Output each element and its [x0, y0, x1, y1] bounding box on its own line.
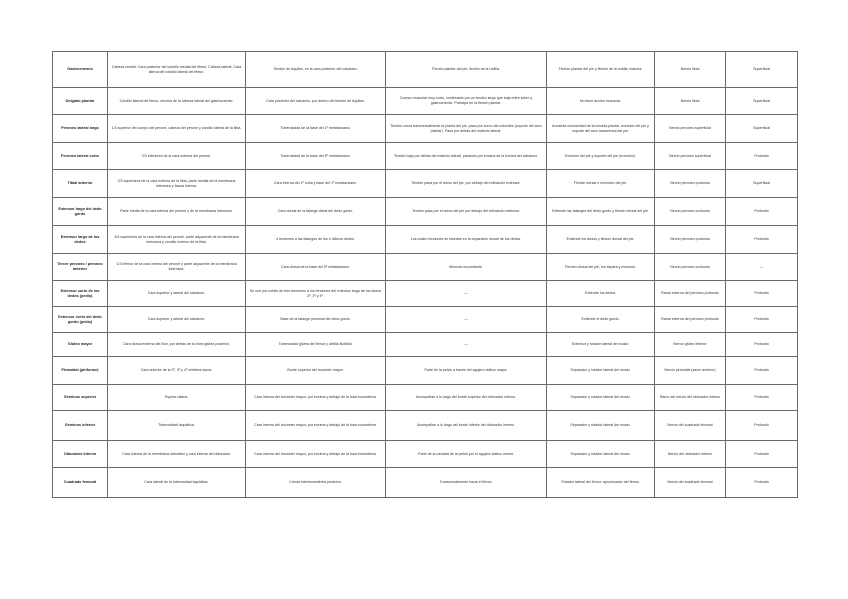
insertion-cell: Cara dorsal de la base del 5º metatarsiano. — [246, 254, 386, 281]
nerve-cell: Nervio del obturador interno — [655, 441, 726, 468]
nerve-cell: Nervio peroneo superficial — [655, 143, 726, 170]
layer-cell: — — [726, 254, 798, 281]
muscle-name: Tercer peroneo / peroneo anterior — [53, 254, 108, 281]
action-cell: Tendón baja por detrás del maléolo lateral, pasando por encima de la tróclea del calcáneo. — [386, 143, 547, 170]
table-row — [53, 281, 798, 307]
table-row — [53, 143, 798, 170]
nerve-cell: Nervio peroneo superficial — [655, 115, 726, 143]
origin-cell: Cabeza medial: Cara posterior del cóndilo medial del fémur. Cabeza lateral: Cara lateral del cóndilo lateral del fémur. — [108, 52, 246, 88]
function-cell: Flexión dorsal e inversión del pie. — [547, 170, 655, 198]
muscle-name: Delgado plantar — [53, 88, 108, 115]
table-row — [53, 88, 798, 115]
nerve-cell: Ramo del nervio del obturador interno — [655, 385, 726, 411]
insertion-cell: Cara interna del trocánter mayor, por encima y debajo de la fosa trocantérea. — [246, 385, 386, 411]
layer-cell: Profundo — [726, 468, 798, 498]
origin-cell: Cara superior y lateral del calcáneo. — [108, 281, 246, 307]
action-cell: Parte de la pelvis a través del agujero ciático mayor. — [386, 357, 547, 385]
function-cell: Separador y rotador lateral del muslo. — [547, 441, 655, 468]
function-cell: Flexión dorsal del pie, los separa y eversión. — [547, 254, 655, 281]
layer-cell: Superficial — [726, 170, 798, 198]
nerve-cell: Nervio peroneo profundo — [655, 198, 726, 226]
function-cell: Separador y rotador lateral del muslo. — [547, 411, 655, 441]
table-row — [53, 411, 798, 441]
function-cell: No tiene acción muscular. — [547, 88, 655, 115]
layer-cell: Profundo — [726, 357, 798, 385]
function-cell: Flexión plantar del pie y flexión de la rodilla; marcha. — [547, 52, 655, 88]
table-row — [53, 254, 798, 281]
nerve-cell: Nervio tibial — [655, 88, 726, 115]
origin-cell: 1/3 superior del cuerpo del peroné, cabeza del peroné y cóndilo lateral de la tibia. — [108, 115, 246, 143]
layer-cell: Superficial — [726, 115, 798, 143]
origin-cell: Parte media de la cara interna del peroné y de la membrana interósea. — [108, 198, 246, 226]
layer-cell: Profundo — [726, 307, 798, 333]
action-cell: Flexión plantar del pie; flexión de la rodilla. — [386, 52, 547, 88]
function-cell: Extiende las falanges del dedo gordo y flexión dorsal del pie. — [547, 198, 655, 226]
action-cell: Acompañan a lo largo del borde superior del obturador interno. — [386, 385, 547, 411]
nerve-cell: Nervio peroneo profundo — [655, 170, 726, 198]
insertion-cell: Cara dorsal de la falange distal del dedo gordo. — [246, 198, 386, 226]
insertion-cell: Cara interna del trocánter mayor, por encima y debajo de la fosa trocantérea. — [246, 441, 386, 468]
nerve-cell: Nervio peroneo profundo — [655, 254, 726, 281]
insertion-cell: Tuberosidad glútea del fémur y cintilla iliotibial. — [246, 333, 386, 357]
insertion-cell: Cara interna del 1º cuña y base del 1º metatarsiano. — [246, 170, 386, 198]
function-cell: Separador y rotador lateral del muslo. — [547, 357, 655, 385]
function-cell: Rotador lateral del fémur; aproximador del fémur. — [547, 468, 655, 498]
action-cell: — — [386, 333, 547, 357]
layer-cell: Profundo — [726, 226, 798, 254]
table-row — [53, 357, 798, 385]
insertion-cell: Cara interna del trocánter mayor, por encima y debajo de la fosa trocantérea. — [246, 411, 386, 441]
layer-cell: Profundo — [726, 143, 798, 170]
layer-cell: Superficial — [726, 88, 798, 115]
insertion-cell: Tuberosidad de la base del 1º metatarsiano. — [246, 115, 386, 143]
insertion-cell: Se une por medio de tres tendones a los tendones del extensor largo de los dedos 2º, 3º y 4º. — [246, 281, 386, 307]
function-cell: Extiende el dedo gordo. — [547, 307, 655, 333]
muscle-name: Extensor largo de los dedos — [53, 226, 108, 254]
action-cell: Músculo inconstante. — [386, 254, 547, 281]
origin-cell: Cara interna de la membrana obturatriz y cara interna del obturador. — [108, 441, 246, 468]
action-cell: Tendón pasa por el dorso del pie, por debajo del retináculo extensor. — [386, 170, 547, 198]
layer-cell: Superficial — [726, 52, 798, 88]
insertion-cell: Cara posterior del calcáneo, por dentro del tendón de Aquiles. — [246, 88, 386, 115]
action-cell: Cuerpo muscular muy corto, continuado por un tendón largo que baja entre sóleo y gastrocnemio. Participa en la flexión plantar. — [386, 88, 547, 115]
layer-cell: Profundo — [726, 441, 798, 468]
action-cell: Tendón pasa por el dorso del pie por debajo del retináculo extensor. — [386, 198, 547, 226]
table-row — [53, 52, 798, 88]
nerve-cell: Nervio glúteo inferior — [655, 333, 726, 357]
muscle-name: Extensor corto del dedo gordo (pedio) — [53, 307, 108, 333]
insertion-cell: Borde superior del trocánter mayor. — [246, 357, 386, 385]
action-cell: Transversalmente hacia el fémur. — [386, 468, 547, 498]
origin-cell: Cara dorsal externa del ilion, por detrás de la línea glútea posterior. — [108, 333, 246, 357]
insertion-cell: Cresta intertrocantérea posterior. — [246, 468, 386, 498]
origin-cell: Cara anterior de la 2º, 3º y 4º vértebra sacra. — [108, 357, 246, 385]
muscle-name: Glúteo mayor — [53, 333, 108, 357]
function-cell: Separador y rotador lateral del muslo. — [547, 385, 655, 411]
muscle-name: Extensor largo del dedo gordo — [53, 198, 108, 226]
muscle-name: Piramidal (piriforme) — [53, 357, 108, 385]
muscle-name: Géminos inferior — [53, 411, 108, 441]
table-row — [53, 307, 798, 333]
origin-cell: 3/4 superiores de la cara interna del peroné, parte adyacente de la membrana interósea y cóndilo externo de la tibia. — [108, 226, 246, 254]
nerve-cell: Rama externa del peroneo profundo — [655, 281, 726, 307]
function-cell: Extiende los dedos. — [547, 281, 655, 307]
table-row — [53, 468, 798, 498]
nerve-cell: Nervio peroneo profundo — [655, 226, 726, 254]
table-row — [53, 170, 798, 198]
function-cell: Extensor y rotador lateral del muslo. — [547, 333, 655, 357]
origin-cell: 1/3 inferior de la cara interna del peroné y parte adyacente de la membrana interósea. — [108, 254, 246, 281]
muscle-name: Peroneo lateral largo — [53, 115, 108, 143]
origin-cell: 2/3 inferiores de la cara externa del peroné. — [108, 143, 246, 170]
origin-cell: 2/3 superiores de la cara externa de la tibia, parte medial de la membrana interósea y fascia interna. — [108, 170, 246, 198]
origin-cell: Tuberosidad isquiática. — [108, 411, 246, 441]
origin-cell: Cara lateral de la tuberosidad isquiática. — [108, 468, 246, 498]
layer-cell: Profundo — [726, 385, 798, 411]
nerve-cell: Rama externa del peroneo profundo — [655, 307, 726, 333]
action-cell: Acompañan a lo largo del borde inferior del obturador interno. — [386, 411, 547, 441]
muscle-name: Extensor corto de los dedos (pedio) — [53, 281, 108, 307]
layer-cell: Profundo — [726, 411, 798, 441]
origin-cell: Espina ciática. — [108, 385, 246, 411]
muscle-table — [52, 51, 798, 498]
insertion-cell: Tuberosidad de la base del 5º metatarsiano. — [246, 143, 386, 170]
action-cell: Tendón cruza transversalmente la planta del pie, pasa por surco del cuboides (soporte del arco plantar). Pasa por detrás del maléolo lateral. — [386, 115, 547, 143]
muscle-name: Cuadrado femoral — [53, 468, 108, 498]
document-page — [52, 51, 798, 498]
muscle-name: Peroneo lateral corto — [53, 143, 108, 170]
origin-cell: Cóndilo lateral del fémur, encima de la cabeza lateral del gastrocnemio. — [108, 88, 246, 115]
origin-cell: Cara superior y lateral del calcáneo. — [108, 307, 246, 333]
layer-cell: Profundo — [726, 281, 798, 307]
table-row — [53, 385, 798, 411]
muscle-name: Gastrocnemio — [53, 52, 108, 88]
insertion-cell: Tendón de Aquiles, en la cara posterior del calcáneo. — [246, 52, 386, 88]
action-cell: — — [386, 281, 547, 307]
nerve-cell: Nervio piramidal (sacro anterior) — [655, 357, 726, 385]
insertion-cell: 4 tendones a las falanges de los 4 últimos dedos. — [246, 226, 386, 254]
action-cell: — — [386, 307, 547, 333]
muscle-name: Tibial anterior — [53, 170, 108, 198]
function-cell: Extiende los dedos y flexión dorsal del pie. — [547, 226, 655, 254]
action-cell: Parte de la cavidad de la pelvis por el agujero ciático menor. — [386, 441, 547, 468]
muscle-name: Géminos superior — [53, 385, 108, 411]
nerve-cell: Nervio tibial — [655, 52, 726, 88]
table-row — [53, 441, 798, 468]
nerve-cell: Nervio del cuadrado femoral — [655, 411, 726, 441]
muscle-name: Obturador interno — [53, 441, 108, 468]
table-row — [53, 198, 798, 226]
table-row — [53, 333, 798, 357]
insertion-cell: Base de la falange proximal del dedo gordo. — [246, 307, 386, 333]
function-cell: Eversión del pie y soporte del pie (eversión). — [547, 143, 655, 170]
table-row — [53, 115, 798, 143]
layer-cell: Profundo — [726, 333, 798, 357]
action-cell: Los cuatro tendones se insertan en la expansión dorsal de los dedos. — [386, 226, 547, 254]
layer-cell: Profundo — [726, 198, 798, 226]
table-row — [53, 226, 798, 254]
function-cell: Aumenta concavidad de la bóveda plantar, eversión del pie y soporte del arco transversal del pie. — [547, 115, 655, 143]
nerve-cell: Nervio del cuadrado femoral — [655, 468, 726, 498]
